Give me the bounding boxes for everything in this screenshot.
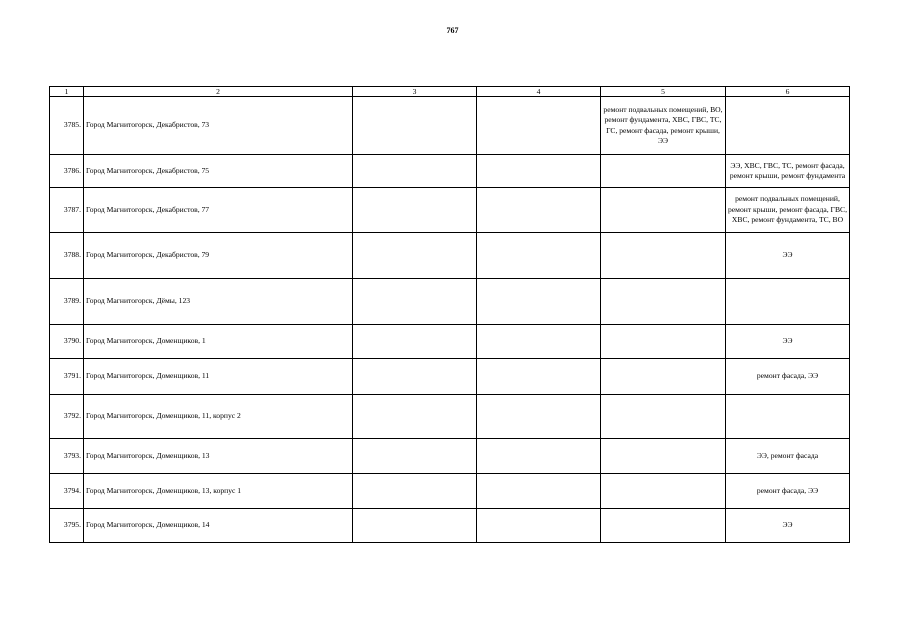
row-col-6	[726, 395, 850, 439]
table-row	[50, 474, 850, 509]
table-row	[50, 155, 850, 188]
row-col-3	[353, 279, 477, 325]
row-col-5	[601, 439, 726, 474]
row-address: Город Магнитогорск, Декабристов, 77	[84, 188, 353, 233]
row-address: Город Магнитогорск, Дёмы, 123	[84, 279, 353, 325]
table-row	[50, 439, 850, 474]
table-row	[50, 395, 850, 439]
row-number: 3786.	[50, 155, 84, 188]
header-col-3: 3	[353, 87, 477, 97]
header-col-2: 2	[84, 87, 353, 97]
table-row	[50, 279, 850, 325]
row-address: Город Магнитогорск, Декабристов, 79	[84, 233, 353, 279]
header-col-5: 5	[601, 87, 726, 97]
row-col-5	[601, 279, 726, 325]
row-address: Город Магнитогорск, Доменщиков, 11, корпус 2	[84, 395, 353, 439]
row-col-4	[477, 97, 601, 155]
row-col-4	[477, 325, 601, 359]
row-number: 3792.	[50, 395, 84, 439]
row-col-6	[726, 97, 850, 155]
row-number: 3787.	[50, 188, 84, 233]
row-number: 3794.	[50, 474, 84, 509]
row-col-5	[601, 359, 726, 395]
row-col-4	[477, 359, 601, 395]
row-col-3	[353, 474, 477, 509]
row-col-6: ЭЭ	[726, 509, 850, 543]
table-row	[50, 509, 850, 543]
row-col-4	[477, 474, 601, 509]
row-col-3	[353, 359, 477, 395]
row-col-6: ремонт фасада, ЭЭ	[726, 474, 850, 509]
row-col-6: ремонт подвальных помещений, ремонт крыши, ремонт фасада, ГВС, ХВС, ремонт фундамента, ТС, ВО	[726, 188, 850, 233]
row-address: Город Магнитогорск, Доменщиков, 1	[84, 325, 353, 359]
row-col-5: ремонт подвальных помещений, ВО, ремонт фундамента, ХВС, ГВС, ТС, ГС, ремонт фасада, ремонт крыши, ЭЭ	[601, 97, 726, 155]
header-col-6: 6	[726, 87, 850, 97]
row-col-3	[353, 395, 477, 439]
table-row	[50, 233, 850, 279]
row-col-3	[353, 188, 477, 233]
row-number: 3788.	[50, 233, 84, 279]
row-col-3	[353, 439, 477, 474]
row-col-6	[726, 279, 850, 325]
row-address: Город Магнитогорск, Доменщиков, 13	[84, 439, 353, 474]
row-col-3	[353, 233, 477, 279]
row-col-3	[353, 325, 477, 359]
row-address: Город Магнитогорск, Доменщиков, 11	[84, 359, 353, 395]
row-col-5	[601, 395, 726, 439]
row-address: Город Магнитогорск, Декабристов, 75	[84, 155, 353, 188]
row-col-4	[477, 188, 601, 233]
table-row	[50, 188, 850, 233]
row-col-5	[601, 325, 726, 359]
page-number: 767	[446, 26, 459, 35]
row-col-6: ремонт фасада, ЭЭ	[726, 359, 850, 395]
table-row	[50, 359, 850, 395]
row-col-4	[477, 279, 601, 325]
row-number: 3791.	[50, 359, 84, 395]
row-address: Город Магнитогорск, Доменщиков, 13, корпус 1	[84, 474, 353, 509]
row-number: 3785.	[50, 97, 84, 155]
row-col-4	[477, 509, 601, 543]
row-number: 3795.	[50, 509, 84, 543]
row-number: 3789.	[50, 279, 84, 325]
row-number: 3793.	[50, 439, 84, 474]
row-col-5	[601, 474, 726, 509]
row-col-3	[353, 509, 477, 543]
row-col-6: ЭЭ	[726, 325, 850, 359]
row-col-3	[353, 97, 477, 155]
header-col-1: 1	[50, 87, 84, 97]
row-col-5	[601, 509, 726, 543]
header-col-4: 4	[477, 87, 601, 97]
row-address: Город Магнитогорск, Декабристов, 73	[84, 97, 353, 155]
table-row	[50, 325, 850, 359]
register-table	[49, 86, 850, 543]
row-col-4	[477, 395, 601, 439]
table-row	[50, 97, 850, 155]
row-number: 3790.	[50, 325, 84, 359]
row-col-5	[601, 155, 726, 188]
row-col-5	[601, 233, 726, 279]
row-col-3	[353, 155, 477, 188]
row-col-6: ЭЭ, ремонт фасада	[726, 439, 850, 474]
row-col-4	[477, 233, 601, 279]
row-col-6: ЭЭ	[726, 233, 850, 279]
row-address: Город Магнитогорск, Доменщиков, 14	[84, 509, 353, 543]
row-col-4	[477, 439, 601, 474]
row-col-5	[601, 188, 726, 233]
row-col-4	[477, 155, 601, 188]
header-row	[50, 87, 850, 97]
row-col-6: ЭЭ, ХВС, ГВС, ТС, ремонт фасада, ремонт крыши, ремонт фундамента	[726, 155, 850, 188]
